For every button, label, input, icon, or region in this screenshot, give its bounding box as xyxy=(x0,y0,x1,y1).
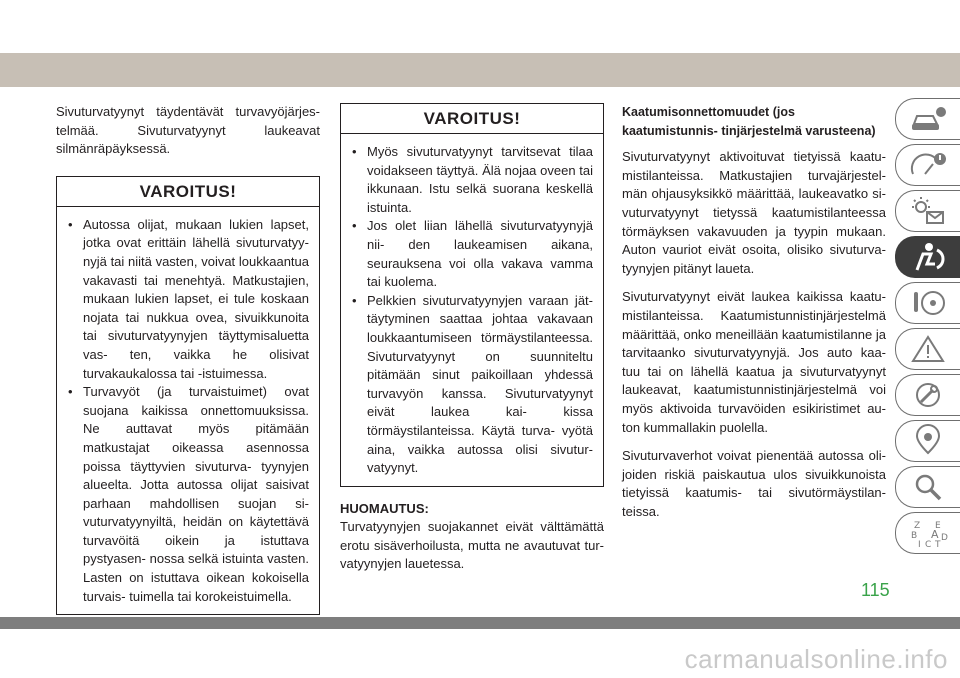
warning-box-left xyxy=(56,176,320,615)
top-margin xyxy=(0,0,960,56)
multimedia-icon xyxy=(909,426,947,456)
tab-messages[interactable] xyxy=(895,190,960,232)
key-steering-wheel-icon xyxy=(909,288,947,318)
tools-service-icon xyxy=(909,380,947,410)
tab-emergency[interactable] xyxy=(895,328,960,370)
tab-service[interactable] xyxy=(895,374,960,416)
bottom-color-band xyxy=(0,617,960,629)
tab-multimedia[interactable] xyxy=(895,420,960,462)
watermark: carmanualsonline.info xyxy=(684,644,948,674)
section-heading: Kaatumisonnettomuudet (jos kaatumistunnis- tinjärjestelmä varusteena) xyxy=(622,105,876,138)
column-middle xyxy=(340,103,604,584)
index-letter: I xyxy=(918,540,921,550)
index-letter: C xyxy=(925,540,932,550)
seat-airbag-safety-icon xyxy=(909,242,947,272)
column-right xyxy=(622,103,886,531)
body-paragraph: Sivuturvatyynyt eivät laukea kaikissa kaatu- mistilanteissa. Kaatumistunnistinjärjestelmä määrittää, onko meneillään kaatumistilanne ja tarvitaanko sivuturvatyynyjä. Jos auto kaa- tuu tai on lähellä kaatua ja sivuturvatyynyt laukeavat, kaatumistunnistinjärjestelmä voi myös aktivoida turvavöiden esikiristimet au- ton kummallakin puolella. xyxy=(622,289,886,435)
warning-title: VAROITUS! xyxy=(57,177,319,207)
warning-list xyxy=(57,207,319,614)
index-letter: Z xyxy=(914,521,921,531)
intro-paragraph: Sivuturvatyynyt täydentävät turvavyöjärjes- telmää. Sivuturvatyynyt laukeavat silmänräpäyksessä. xyxy=(56,104,320,157)
warning-item: • Jos olet liian lähellä sivuturvatyynyjä nii- den laukeamisen aikana, seurauksena voi olla vakava vamma tai kuolema. xyxy=(367,217,593,291)
index-letter: A xyxy=(931,528,939,541)
note-text: Turvatyynyjen suojakannet eivät välttämättä erotu sisäverhoilusta, mutta ne avautuvat tur- vatyynyjen lauetessa. xyxy=(340,519,604,572)
index-letter: E xyxy=(935,521,941,531)
instrument-warning-icon xyxy=(909,150,947,180)
page-number: 115 xyxy=(861,580,890,600)
warning-list xyxy=(341,134,603,486)
tab-car-info[interactable] xyxy=(895,98,960,140)
warning-item: • Pelkkien sivuturvatyynyjen varaan jät- täytyminen saattaa johtaa vakavaan loukkaantumiseen törmäystilanteessa. Sivuturvatyynyt on suunniteltu pitämään sinut paikoillaan yhdessä turvavyön kanssa. Sivuturvatyynyt eivät laukea kai- kissa törmäystilanteissa. Käytä turva- vyötä aina, vaikka autossa olisi sivutur- vatyynyt. xyxy=(367,292,593,478)
warning-title: VAROITUS! xyxy=(341,104,603,134)
tab-safety[interactable] xyxy=(895,236,960,278)
chapter-tab-sidebar xyxy=(895,98,960,558)
car-info-icon xyxy=(909,104,947,134)
index-letter: T xyxy=(935,540,941,550)
body-paragraph: Sivuturvaverhot voivat pienentää autossa oli- joiden riskiä paiskautua ulos sivuikkunoista tietyissä kaatumis- tai sivutörmäystilan- teissa. xyxy=(622,448,886,519)
index-letter: D xyxy=(941,533,948,543)
tab-instruments[interactable] xyxy=(895,144,960,186)
warning-item: • Turvavyöt (ja turvaistuimet) ovat suojana kaikissa onnettomuuksissa. Ne auttavat myös pitämään matkustajat oikeassa asennossa poissa täyttyvien sivuturva- tyynyjen alueelta. Jotta autossa olijat saisivat parhaan mahdollisen suojan si- vuturvatyynyiltä, heidän on käytettävä turvavöitä oikein ja istuttava pystyasen- nossa selkä istuinta vasten. Lasten on istuttava oikean kokoisella turvais- tuimella tai korokeistuimella. xyxy=(83,383,309,606)
warning-box-middle xyxy=(340,103,604,487)
tab-starting-driving[interactable] xyxy=(895,282,960,324)
tab-alphabet-index[interactable] xyxy=(895,512,960,554)
column-left xyxy=(56,103,320,615)
index-letter: B xyxy=(911,531,918,541)
magnifier-search-icon xyxy=(909,472,947,502)
warning-item: • Myös sivuturvatyynyt tarvitsevat tilaa voidakseen täyttyä. Älä nojaa oveen tai ikkunaan. Istu selkä suorana keskellä istuinta. xyxy=(367,143,593,217)
light-message-icon xyxy=(909,196,947,226)
tab-index-search[interactable] xyxy=(895,466,960,508)
warning-triangle-car-icon xyxy=(909,334,947,364)
warning-item: • Autossa olijat, mukaan lukien lapset, jotka ovat erittäin lähellä sivuturvatyy- nyjä tai niitä vasten, voivat loukkaantua vakavasti tai menehtyä. Matkustajien, mukaan lukien lapset, ei tule koskaan nojata tai nukkua ovea, sivuikkunoita tai sivuturvatyynyjen täyttymisaluetta vas- ten, vaikka he olisivat turvakaukalossa tai -istuimessa. xyxy=(83,216,309,383)
top-color-band xyxy=(0,53,960,87)
alphabet-index-icon xyxy=(909,518,947,548)
note-title: HUOMAUTUS: xyxy=(340,500,429,516)
body-paragraph: Sivuturvatyynyt aktivoituvat tietyissä kaatu- mistilanteissa. Matkustajien turvajärjestel- män ohjausyksikkö määrittää, laukeavatko si- vuturvatyynyt tietyssä kaatumistilanteessa törmäyksen vakavuuden ja tyypin mukaan. Auton vauriot eivät osoita, olisiko sivuturva- tyynyjen pitänyt laueta. xyxy=(622,149,886,276)
